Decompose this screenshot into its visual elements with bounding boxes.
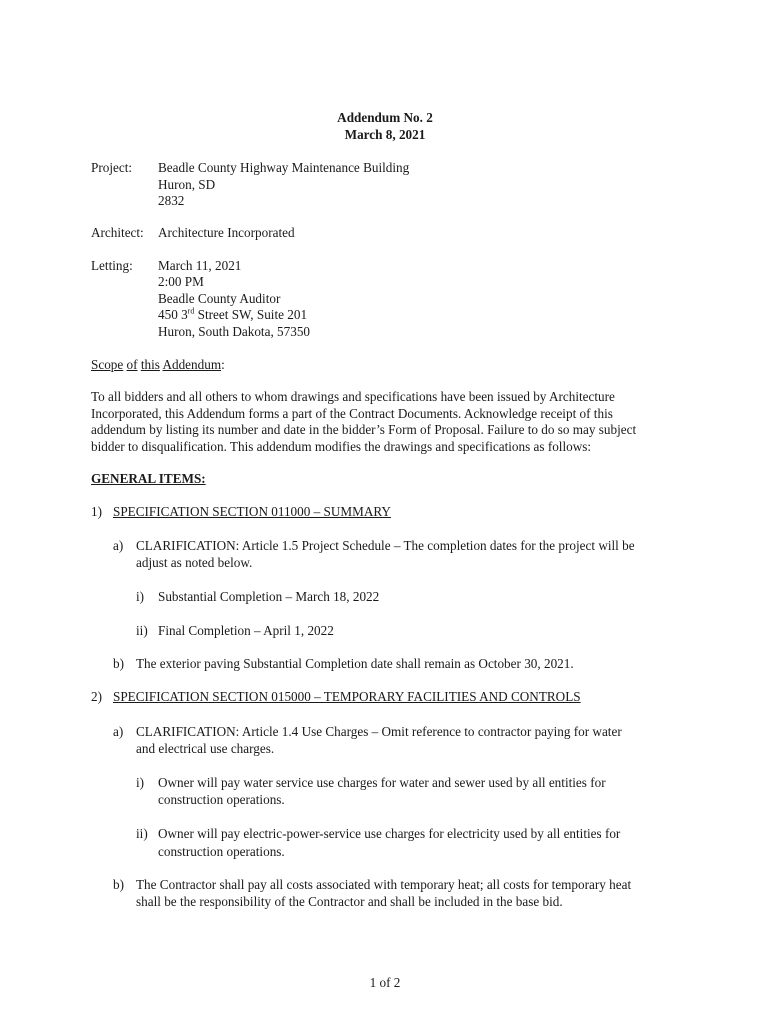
section-2-b-line-2: shall be the responsibility of the Contractor and shall be included in the base bid. bbox=[136, 894, 563, 909]
address-ordinal: rd bbox=[187, 306, 195, 316]
scope-word-4: Addendum bbox=[162, 357, 222, 372]
intro-line-1: To all bidders and all others to whom drawings and specifications have been issued by Architecture bbox=[91, 389, 615, 404]
section-2-b-line-1: The Contractor shall pay all costs associated with temporary heat; all costs for temporary heat bbox=[136, 877, 632, 892]
address-number: 450 3 bbox=[158, 307, 188, 322]
architect-label: Architect: bbox=[91, 225, 144, 240]
scope-word-1: Scope bbox=[91, 357, 124, 372]
section-1-i-marker: i) bbox=[136, 589, 145, 604]
section-1-a-line-1: CLARIFICATION: Article 1.5 Project Schedule – The completion dates for the project will be bbox=[136, 538, 635, 553]
section-1-b-line-1: The exterior paving Substantial Completion date shall remain as October 30, 2021. bbox=[136, 656, 574, 671]
architect-value: Architecture Incorporated bbox=[158, 225, 295, 240]
general-items-heading: GENERAL ITEMS: bbox=[91, 471, 206, 486]
section-2-ii-line-2: construction operations. bbox=[158, 844, 285, 859]
section-1-ii-marker: ii) bbox=[136, 623, 148, 638]
section-1-b-marker: b) bbox=[113, 656, 124, 671]
section-2-b-marker: b) bbox=[113, 877, 124, 892]
section-2-ii-marker: ii) bbox=[136, 826, 148, 841]
section-1-title: SPECIFICATION SECTION 011000 – SUMMARY bbox=[113, 504, 391, 519]
section-2-ii-line-1: Owner will pay electric-power-service use charges for electricity used by all entities for bbox=[158, 826, 621, 841]
page-number: 1 of 2 bbox=[369, 975, 401, 990]
section-1-number: 1) bbox=[91, 504, 102, 519]
scope-heading bbox=[91, 357, 225, 374]
letting-date: March 11, 2021 bbox=[158, 258, 242, 273]
section-2-number: 2) bbox=[91, 689, 102, 704]
address-street: Street SW, Suite 201 bbox=[194, 307, 308, 322]
section-2-a-line-2: and electrical use charges. bbox=[136, 741, 275, 756]
section-1-a-marker: a) bbox=[113, 538, 124, 553]
scope-word-3: this bbox=[140, 357, 160, 372]
intro-line-2: Incorporated, this Addendum forms a part of the Contract Documents. Acknowledge receipt of this bbox=[91, 406, 613, 421]
project-label: Project: bbox=[91, 160, 133, 175]
project-name: Beadle County Highway Maintenance Building bbox=[158, 160, 410, 175]
letting-label: Letting: bbox=[91, 258, 133, 273]
section-2-i-line-2: construction operations. bbox=[158, 792, 285, 807]
project-number: 2832 bbox=[158, 193, 185, 208]
scope-word-2: of bbox=[126, 357, 138, 372]
letting-time: 2:00 PM bbox=[158, 274, 204, 289]
section-1-i-line-1: Substantial Completion – March 18, 2022 bbox=[158, 589, 380, 604]
section-2-title: SPECIFICATION SECTION 015000 – TEMPORARY FACILITIES AND CONTROLS bbox=[113, 689, 581, 704]
intro-line-4: bidder to disqualification. This addendum modifies the drawings and specifications as follows: bbox=[91, 439, 592, 454]
section-2-i-line-1: Owner will pay water service use charges for water and sewer used by all entities for bbox=[158, 775, 606, 790]
section-2-a-marker: a) bbox=[113, 724, 124, 739]
addendum-title: Addendum No. 2 bbox=[337, 110, 433, 125]
scope-colon: : bbox=[221, 357, 225, 372]
letting-office: Beadle County Auditor bbox=[158, 291, 281, 306]
letting-address bbox=[158, 307, 307, 324]
intro-line-3: addendum by listing its number and date in the bidder’s Form of Proposal. Failure to do so may subject bbox=[91, 422, 637, 437]
section-1-a-line-2: adjust as noted below. bbox=[136, 555, 253, 570]
addendum-date: March 8, 2021 bbox=[344, 127, 426, 142]
section-2-i-marker: i) bbox=[136, 775, 145, 790]
section-2-a-line-1: CLARIFICATION: Article 1.4 Use Charges – Omit reference to contractor paying for water bbox=[136, 724, 622, 739]
letting-city: Huron, South Dakota, 57350 bbox=[158, 324, 311, 339]
section-1-ii-line-1: Final Completion – April 1, 2022 bbox=[158, 623, 334, 638]
project-location: Huron, SD bbox=[158, 177, 216, 192]
